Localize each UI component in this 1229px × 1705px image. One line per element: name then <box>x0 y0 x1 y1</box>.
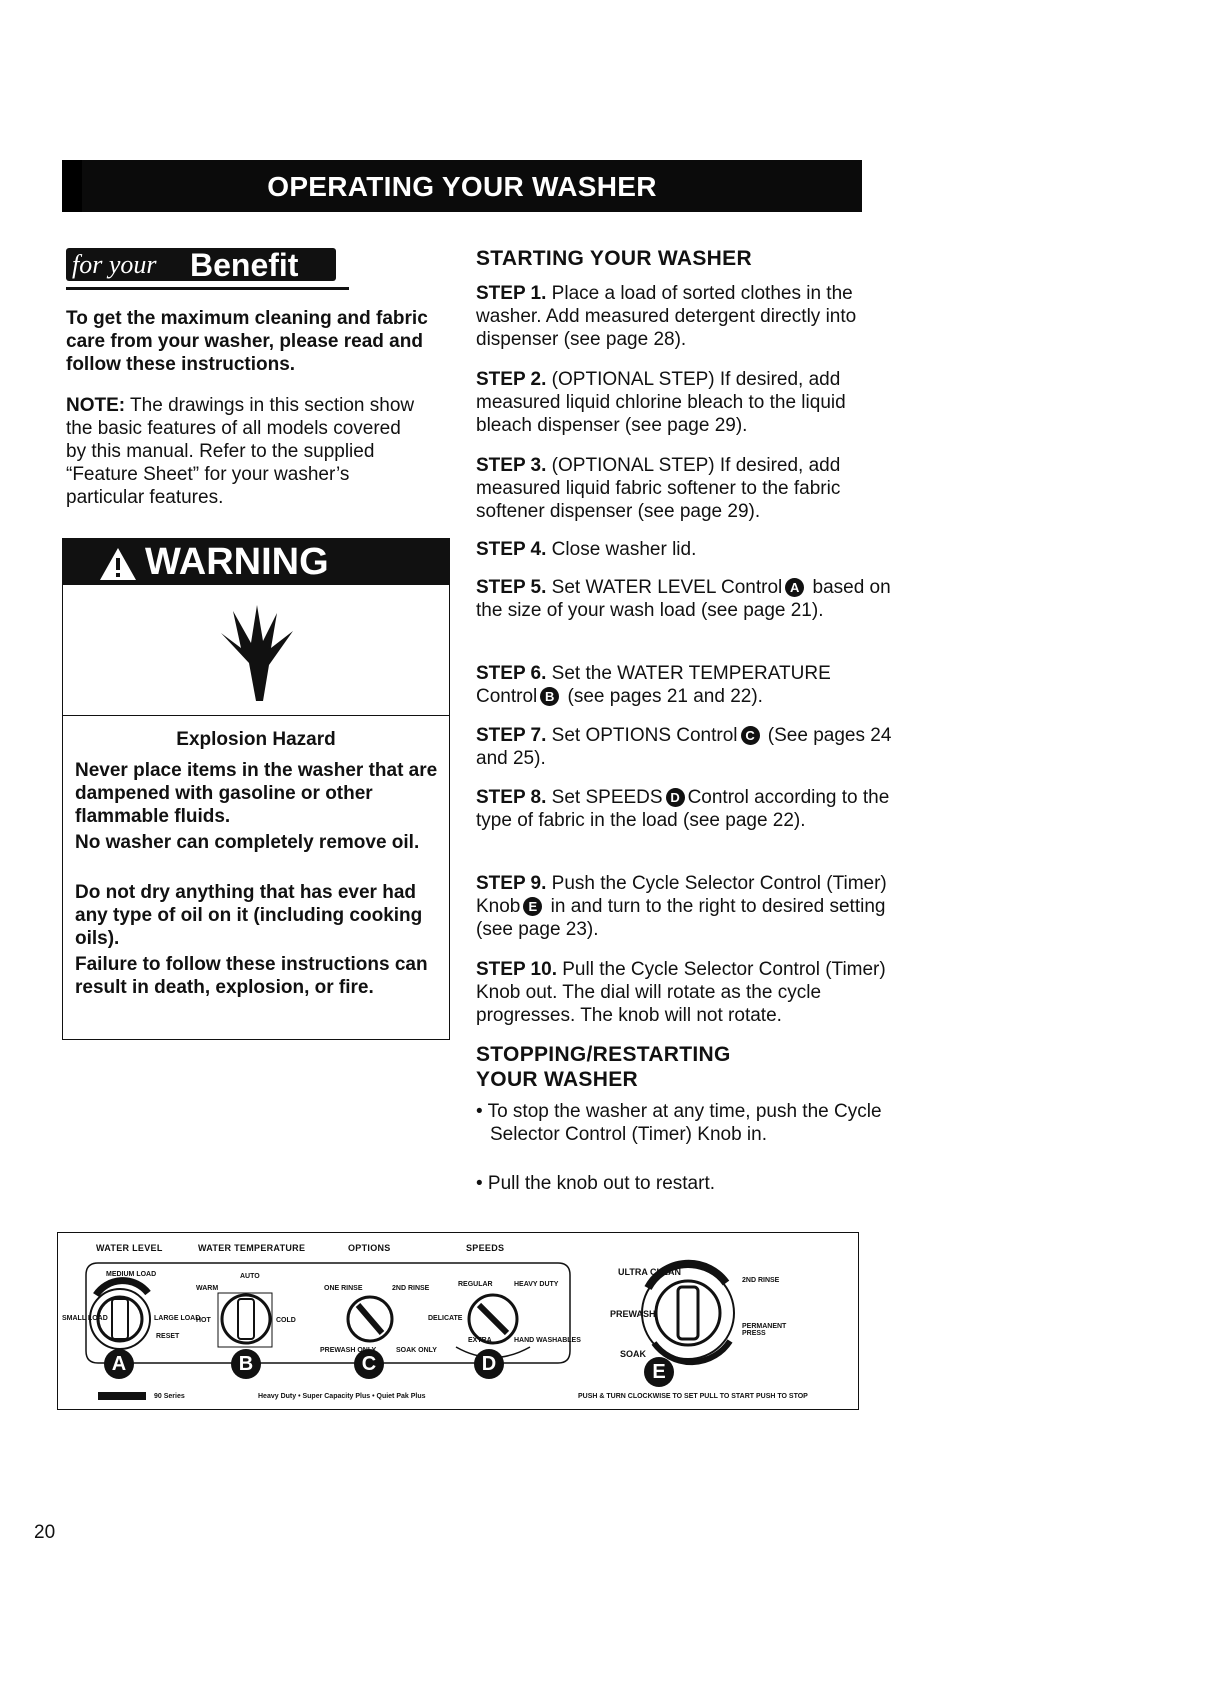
panel-label-options: OPTIONS <box>348 1243 391 1253</box>
note-label: NOTE: <box>66 395 126 416</box>
wt-auto: AUTO <box>240 1273 260 1280</box>
page-number: 20 <box>34 1522 56 1543</box>
timer-ultra-clean: ULTRA CLEAN <box>618 1267 681 1277</box>
op-2nd-rinse: 2ND RINSE <box>392 1285 430 1292</box>
starting-heading: STARTING YOUR WASHER <box>476 247 752 270</box>
sp-heavy-duty: HEAVY DUTY <box>514 1281 559 1288</box>
step-9-text-b: in and turn to the right to desired setting (see page 23). <box>476 896 886 940</box>
step-3 <box>476 454 896 523</box>
warning-title: WARNING <box>145 541 329 583</box>
panel-tag-c: C <box>354 1349 384 1379</box>
footer-features: Heavy Duty • Super Capacity Plus • Quiet Pak Plus <box>258 1393 426 1400</box>
control-e-marker: E <box>523 897 542 916</box>
step-6 <box>476 662 896 708</box>
warning-paragraph-1: Never place items in the washer that are dampened with gasoline or other flammable fluids. <box>75 760 438 827</box>
warning-paragraph-4: Failure to follow these instructions can result in death, explosion, or fire. <box>75 954 428 998</box>
step-10-label: STEP 10. <box>476 959 557 980</box>
step-1 <box>476 282 896 351</box>
panel-label-speeds: SPEEDS <box>466 1243 505 1253</box>
sp-delicate: DELICATE <box>428 1315 463 1322</box>
stopping-heading-line-2: YOUR WASHER <box>476 1068 638 1091</box>
step-9 <box>476 872 896 941</box>
step-9-text-a: Push the Cycle Selector Control (Timer) Knob <box>476 873 887 917</box>
step-6-label: STEP 6. <box>476 663 547 684</box>
step-5-text-b: based on the size of your wash load (see page 21). <box>476 577 891 621</box>
wt-cold: COLD <box>276 1317 296 1324</box>
step-9-label: STEP 9. <box>476 873 547 894</box>
cycle-selector-knob <box>642 1264 734 1362</box>
explosion-hazard-title: Explosion Hazard <box>176 729 336 750</box>
badge-for-your: for your <box>72 250 157 279</box>
step-10 <box>476 958 896 1027</box>
badge-benefit: Benefit <box>190 247 299 283</box>
explosion-icon <box>211 603 301 703</box>
step-2-text: (OPTIONAL STEP) If desired, add measured liquid chlorine bleach to the liquid bleach dispenser (see page 29). <box>476 369 846 436</box>
step-2-label: STEP 2. <box>476 369 547 390</box>
op-one-rinse: ONE RINSE <box>324 1285 363 1292</box>
panel-tag-a: A <box>104 1349 134 1379</box>
op-prewash-only: PREWASH ONLY <box>320 1347 377 1354</box>
panel-tag-b: B <box>231 1349 261 1379</box>
benefit-note <box>66 394 426 509</box>
step-4 <box>476 538 896 561</box>
step-6-text-a: Set the WATER TEMPERATURE Control <box>476 663 831 707</box>
timer-permanent-press: PERMANENT PRESS <box>742 1323 787 1337</box>
benefit-underline <box>66 287 349 290</box>
section-header-bar <box>62 160 862 212</box>
timer-2nd-rinse: 2ND RINSE <box>742 1277 780 1284</box>
step-8 <box>476 786 896 832</box>
step-7-text-a: Set OPTIONS Control <box>546 725 738 746</box>
step-5-label: STEP 5. <box>476 577 547 598</box>
step-4-label: STEP 4. <box>476 539 547 560</box>
wl-large-load: LARGE LOAD <box>154 1315 201 1322</box>
step-1-text: Place a load of sorted clothes in the washer. Add measured detergent directly into dispenser (see page 28). <box>476 283 857 350</box>
timer-prewash: PREWASH <box>610 1309 656 1319</box>
sp-hand-washables: HAND WASHABLES <box>514 1337 581 1344</box>
brand-logo <box>98 1392 146 1400</box>
step-5-text-a: Set WATER LEVEL Control <box>546 577 783 598</box>
step-8-text-a: Set SPEEDS <box>546 787 663 808</box>
panel-label-water-level: WATER LEVEL <box>96 1243 163 1253</box>
footer-push-instructions: PUSH & TURN CLOCKWISE TO SET PULL TO START PUSH TO STOP <box>578 1393 808 1400</box>
step-7-label: STEP 7. <box>476 725 547 746</box>
control-panel-illustration <box>57 1232 859 1410</box>
step-5 <box>476 576 896 622</box>
warning-paragraph-2: No washer can completely remove oil. <box>75 832 420 853</box>
control-a-marker: A <box>785 578 804 597</box>
panel-label-water-temperature: WATER TEMPERATURE <box>198 1243 306 1253</box>
stopping-heading-line-1: STOPPING/RESTARTING <box>476 1043 731 1066</box>
water-temperature-knob <box>218 1293 272 1347</box>
control-d-marker: D <box>666 788 685 807</box>
step-8-text-b: Control according to the type of fabric in the load (see page 22). <box>476 787 890 831</box>
op-soak-only: SOAK ONLY <box>396 1347 437 1354</box>
stopping-bullet-1: • To stop the washer at any time, push the Cycle Selector Control (Timer) Knob in. <box>476 1101 882 1145</box>
control-c-marker: C <box>741 726 760 745</box>
timer-soak: SOAK <box>620 1349 647 1359</box>
step-7 <box>476 724 896 770</box>
step-3-label: STEP 3. <box>476 455 547 476</box>
note-text: The drawings in this section show the basic features of all models covered by this manual. Refer to the supplied “Feature Sheet” for your washer’s particular features. <box>66 395 415 508</box>
warning-paragraph-3: Do not dry anything that has ever had any type of oil on it (including cooking oils). <box>75 882 423 949</box>
for-your-benefit-badge <box>66 248 336 281</box>
wl-small-load: SMALL LOAD <box>62 1315 108 1322</box>
panel-tag-d: D <box>474 1349 504 1379</box>
section-title: OPERATING YOUR WASHER <box>267 171 657 202</box>
step-8-label: STEP 8. <box>476 787 547 808</box>
sp-extra: EXTRA <box>468 1337 492 1344</box>
warning-box <box>62 538 450 1040</box>
speeds-knob <box>456 1295 530 1358</box>
warning-triangle-icon <box>98 546 138 582</box>
sp-regular: REGULAR <box>458 1281 493 1288</box>
step-3-text: (OPTIONAL STEP) If desired, add measured liquid fabric softener to the fabric softener dispenser (see page 29). <box>476 455 841 522</box>
warning-header <box>63 539 449 585</box>
stopping-bullet-2: • Pull the knob out to restart. <box>476 1173 716 1194</box>
step-1-label: STEP 1. <box>476 283 547 304</box>
step-2 <box>476 368 896 437</box>
wl-medium-load: MEDIUM LOAD <box>106 1271 157 1278</box>
control-b-marker: B <box>540 687 559 706</box>
footer-series: 90 Series <box>154 1393 185 1400</box>
wt-warm: WARM <box>196 1285 219 1292</box>
panel-tag-e: E <box>644 1357 674 1387</box>
explosion-symbol-area <box>63 585 449 716</box>
step-6-text-b: (see pages 21 and 22). <box>562 686 763 707</box>
wt-hot: HOT <box>196 1317 211 1324</box>
benefit-lead-text: To get the maximum cleaning and fabric care from your washer, please read and follow these instructions. <box>66 308 428 375</box>
step-7-text-b: (See pages 24 and 25). <box>476 725 892 769</box>
wl-reset: RESET <box>156 1333 180 1340</box>
step-10-text: Pull the Cycle Selector Control (Timer) Knob out. The dial will rotate as the cycle progresses. The knob will not rotate. <box>476 959 886 1026</box>
step-4-text: Close washer lid. <box>546 539 697 560</box>
options-knob <box>348 1297 392 1341</box>
